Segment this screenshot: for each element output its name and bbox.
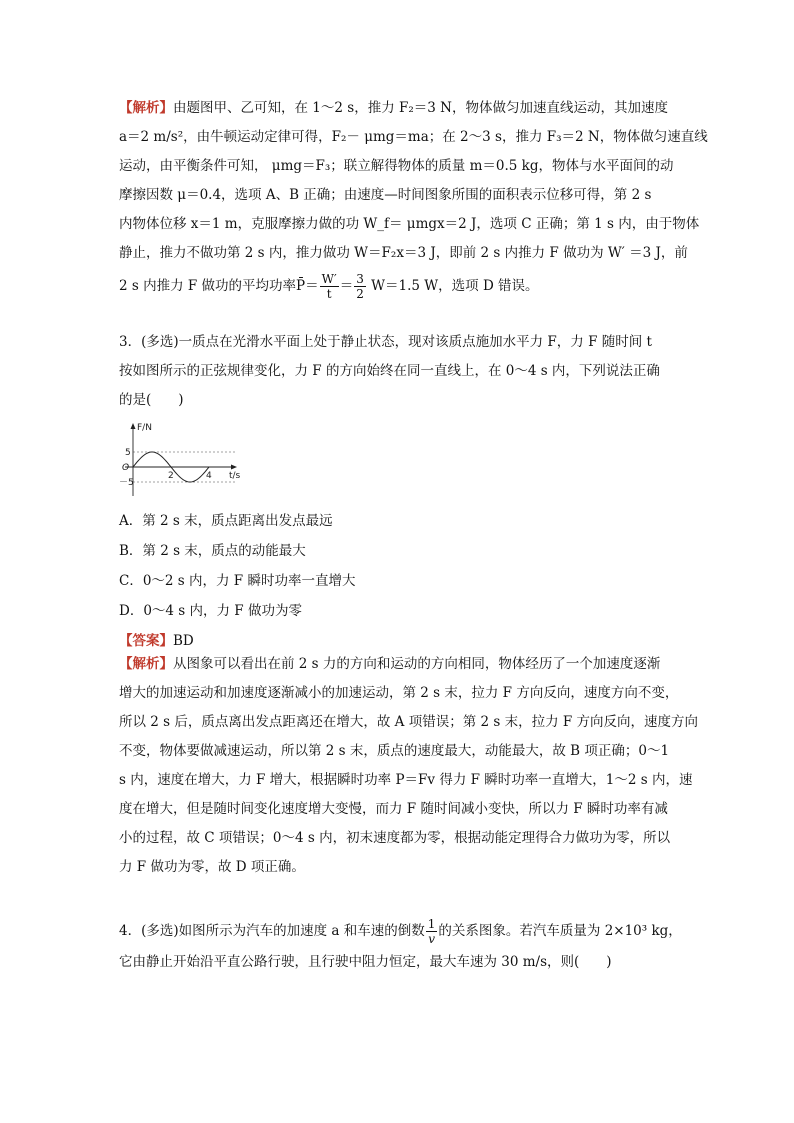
x-axis-label: t/s: [229, 471, 241, 481]
fraction-w-over-t: $\frac{W'}{t}$: [321, 272, 337, 301]
question-4-line: 4．(多选)如图所示为汽车的加速度 a 和车速的倒数 $\frac{1}{v}$ 的关系图象。若汽车质量为 2×10³ kg，: [119, 917, 682, 946]
question-4: [119, 914, 681, 977]
x-tick-label-4: 4: [206, 471, 212, 481]
y-tick-label-bottom: －5: [119, 478, 134, 488]
answer-tag: 【答案】: [119, 633, 173, 649]
answer-value: BD: [173, 633, 194, 649]
analysis-1: [119, 94, 708, 304]
x-axis-arrow: [231, 465, 237, 470]
option-c[interactable]: C．0～2 s 内，力 F 瞬时功率一直增大: [119, 573, 356, 589]
analysis-2-line: 【解析】从图象可以看出在前 2 s 力的方向和运动的方向相同，物体经历了一个加速度逐渐: [119, 656, 661, 672]
analysis-1-line: 摩擦因数 μ＝0.4，选项 A、B 正确；由速度—时间图象所围的面积表示位移可得，第 2 s: [119, 187, 652, 203]
x-tick-label-2: 2: [168, 471, 174, 481]
question-3-line: 的是( ): [119, 392, 184, 408]
analysis-2-line: 所以 2 s 后，质点离出发点距离还在增大，故 A 项错误；第 2 s 末，拉力 F 方向反向，速度方向: [119, 714, 699, 730]
question-3-line: 3．(多选)一质点在光滑水平面上处于静止状态，现对该质点施加水平力 F，力 F 随时间 t: [119, 334, 652, 350]
y-axis-label: F/N: [137, 423, 152, 433]
force-time-graph: [119, 422, 249, 498]
answer-line: [119, 629, 194, 649]
fraction-1-over-v: $\frac{1}{v}$: [427, 917, 436, 946]
y-axis-arrow: [131, 423, 136, 429]
analysis-1-line: 运动，由平衡条件可知， μmg＝F₃；联立解得物体的质量 m＝0.5 kg，物体与水平面间的动: [119, 158, 674, 174]
analysis-2-line: 度在增大，但是随时间变化速度增大变慢，而力 F 随时间减小变快，所以力 F 瞬时功率有减: [119, 801, 668, 817]
option-b[interactable]: B．第 2 s 末，质点的动能最大: [119, 543, 306, 559]
question-3-line: 按如图所示的正弦规律变化，力 F 的方向始终在同一直线上，在 0～4 s 内，下列说法正确: [119, 363, 660, 379]
analysis-tag: 【解析】: [119, 656, 173, 672]
analysis-2-line: 力 F 做功为零，故 D 项正确。: [119, 859, 305, 875]
analysis-2-line: s 内，速度在增大，力 F 增大，根据瞬时功率 P＝Fv 得力 F 瞬时功率一直增大，1～2 s 内，速: [119, 772, 693, 788]
question-3: [119, 328, 681, 415]
analysis-1-line: 静止，推力不做功第 2 s 内，推力做功 W＝F₂x＝3 J，即前 2 s 内推力 F 做功为 W′ ＝3 J，前: [119, 245, 688, 261]
analysis-tag: 【解析】: [119, 100, 173, 116]
analysis-1-line: 内物体位移 x＝1 m，克服摩擦力做的功 W_f＝ μmgx＝2 J，选项 C 正确；第 1 s 内，由于物体: [119, 216, 700, 232]
analysis-2-line: 小的过程，故 C 项错误；0～4 s 内，初末速度都为零，根据动能定理得合力做功为零，所以: [119, 830, 671, 846]
analysis-1-line: a＝2 m/s²，由牛顿运动定律可得，F₂－ μmg＝ma；在 2～3 s，推力 F₃＝2 N，物体做匀速直线: [119, 129, 708, 145]
fraction-3-over-2: $\frac{3}{2}$: [356, 272, 364, 301]
question-4-line: 它由静止开始沿平直公路行驶，且行驶中阻力恒定，最大车速为 30 m/s，则( ): [119, 954, 612, 970]
analysis-2-line: 不变，物体要做减速运动，所以第 2 s 末，质点的速度最大，动能最大，故 B 项正确；0～1: [119, 743, 670, 759]
analysis-2: [119, 650, 699, 882]
analysis-1-line: 【解析】由题图甲、乙可知，在 1～2 s，推力 F₂＝3 N，物体做匀加速直线运动，其加速度: [119, 100, 668, 116]
origin-label: O: [122, 463, 130, 473]
y-tick-label-top: 5: [125, 448, 131, 458]
option-a[interactable]: A．第 2 s 末，质点距离出发点最远: [119, 513, 333, 529]
analysis-2-line: 增大的加速运动和加速度逐渐减小的加速运动，第 2 s 末，拉力 F 方向反向，速度方向不变，: [119, 685, 679, 701]
analysis-1-last-line: 2 s 内推力 F 做功的平均功率P̄＝ $\frac{W'}{t}$ ＝ $\frac{3}{2}$ W＝1.5 W，选项 D 错误。: [119, 272, 539, 301]
option-d[interactable]: D．0～4 s 内，力 F 做功为零: [119, 603, 302, 619]
